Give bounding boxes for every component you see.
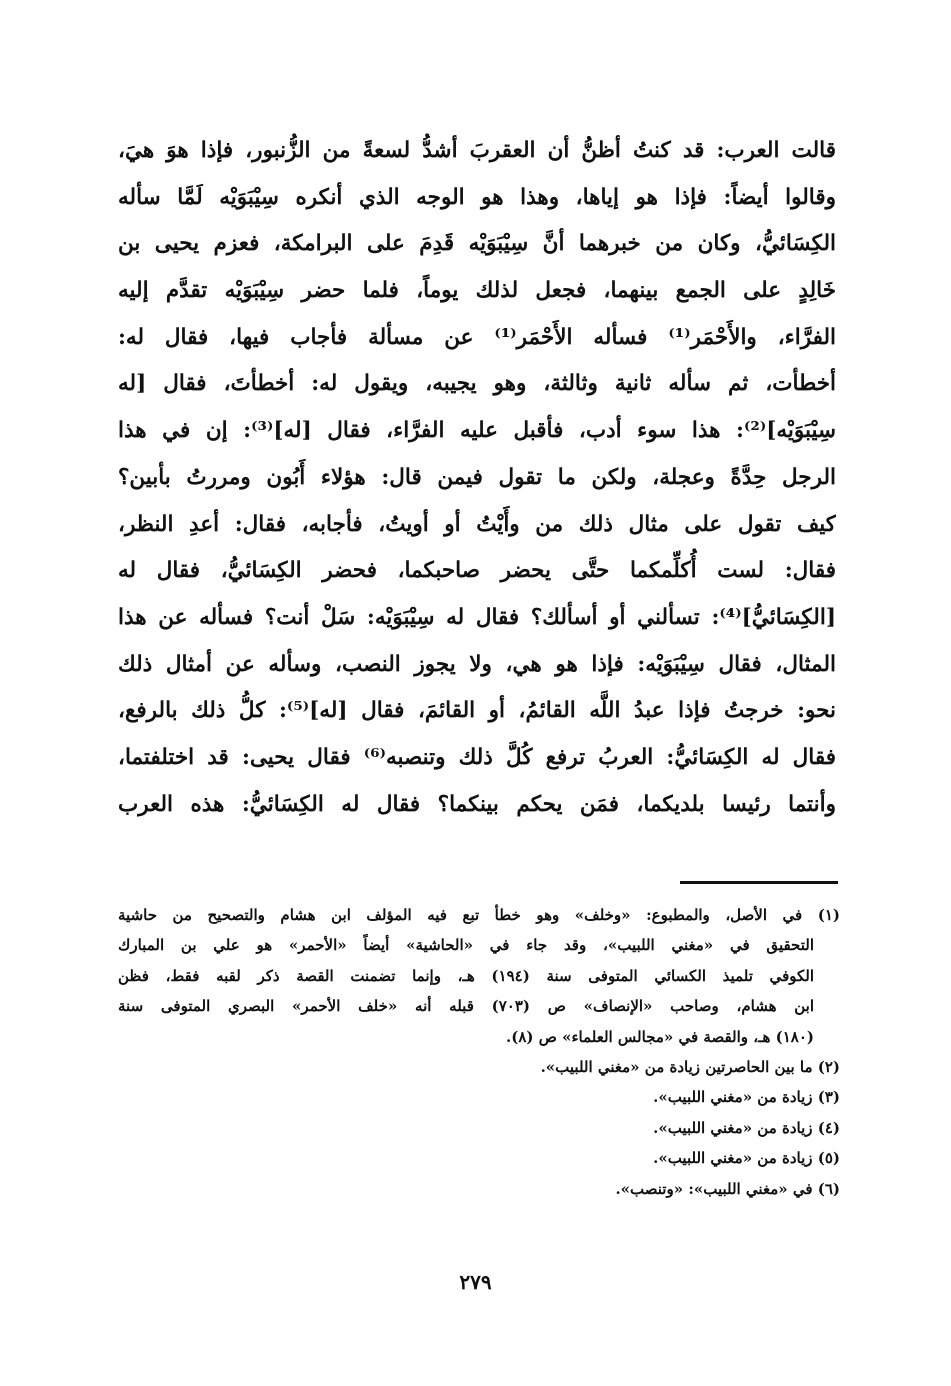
footnote-line: (١٨٠) هـ، والقصة في «مجالس العلماء» ص (٨). [506, 1027, 814, 1046]
text-line: كيف تقول على مثال ذلك من وأَيْتُ أو أويتُ، فأجابه، فقال: أعدِ النظر، [118, 511, 836, 537]
footnote-line: التحقيق في «مغني اللبيب»، وقد جاء في «الحاشية» أيضاً «الأحمر» هو علي بن المبارك [118, 936, 814, 955]
text-line: الرجل حِدَّةً وعجلة، ولكن ما تقول فيمن قال: هؤلاء أَبُون ومررتُ بأبين؟ [118, 464, 836, 490]
footnote-line: الكوفي تلميذ الكسائي المتوفى سنة (١٩٤) هـ، وإنما تضمنت القصة ذكر لقبه فقط، فظن [118, 966, 815, 985]
footnote-6 [118, 1174, 840, 1204]
main-text-block [118, 128, 836, 828]
page-number: ٢٧٩ [459, 1270, 492, 1294]
footnote-separator [680, 881, 838, 884]
text-line: فقال: لست أُكلِّمكما حتَّى يحضر صاحبكما، فحضر الكِسَائيُّ، فقال له [118, 558, 836, 584]
footnote-line: (١) في الأصل، والمطبوع: «وخلف» وهو خطأ تبع فيه المؤلف ابن هشام والتصحيح من حاشية [118, 906, 840, 924]
text-line: سِيْبَوَيْه]⁽²⁾: هذا سوء أدب، فأقبل عليه الفرَّاء، فقال [له]⁽³⁾: إن في هذا [118, 418, 836, 444]
footnote-1 [118, 900, 840, 1052]
footnote-line: (٣) زيادة من «مغني اللبيب». [653, 1088, 840, 1107]
text-line: وقالوا أيضاً: فإذا هو إياها، وهذا هو الوجه الذي أنكره سِيْبَوَيْه لَمَّا سأله [118, 184, 836, 210]
text-line: [الكِسَائيُّ]⁽⁴⁾: تسألني أو أسألك؟ فقال له سِيْبَوَيْه: سَلْ أنت؟ فسأله عن هذا [118, 604, 836, 630]
footnote-line: ابن هشام، وصاحب «الإنصاف» ص (٧٠٣) قبله أنه «خلف الأحمر» البصري المتوفى سنة [118, 997, 815, 1016]
footnotes-block [118, 900, 840, 1204]
text-line: فقال له الكِسَائيُّ: العربُ ترفع كُلَّ ذلك وتنصبه⁽⁶⁾ فقال يحيى: قد اختلفتما، [118, 744, 836, 770]
text-line: المثال، فقال سِيْبَوَيْه: فإذا هو هي، ولا يجوز النصب، وسأله عن أمثال ذلك [118, 651, 836, 677]
footnote-5 [118, 1143, 840, 1173]
text-line: قالت العرب: قد كنتُ أظنُّ أن العقربَ أشدُّ لسعةً من الزُّنبور، فإذا هوَ هيَ، [118, 138, 836, 163]
text-line: وأنتما رئيسا بلديكما، فمَن يحكم بينكما؟ فقال له الكِسَائيُّ: هذه العرب [118, 791, 836, 817]
text-line: الفرَّاء، والأَحْمَر⁽¹⁾ فسأله الأَحْمَر⁽¹⁾ عن مسألة فأجاب فيها، فقال له: [118, 324, 836, 350]
footnote-line: (٢) ما بين الحاصرتين زيادة من «مغني اللبيب». [540, 1057, 840, 1076]
footnote-3 [118, 1082, 840, 1112]
text-line: الكِسَائيُّ، وكان من خبرهما أنَّ سِيْبَوَيْه قَدِمَ على البرامكة، فعزم يحيى بن [118, 231, 836, 257]
footnote-line: (٦) في «مغني اللبيب»: «وتنصب». [615, 1179, 840, 1198]
footnote-2 [118, 1052, 840, 1082]
text-line: خَالِدٍ على الجمع بينهما، فجعل لذلك يوماً، فلما حضر سِيْبَوَيْه تقدَّم إليه [118, 278, 836, 304]
footnote-4 [118, 1113, 840, 1143]
footnote-line: (٥) زيادة من «مغني اللبيب». [653, 1149, 840, 1168]
footnote-line: (٤) زيادة من «مغني اللبيب». [653, 1118, 840, 1137]
text-line: نحو: خرجتُ فإذا عبدُ اللَّه القائمُ، أو القائمَ، فقال [له]⁽⁵⁾: كلُّ ذلك بالرفع، [118, 698, 836, 724]
text-line: أخطأت، ثم سأله ثانية وثالثة، وهو يجيبه، ويقول له: أخطأتَ، فقال [له [118, 371, 836, 397]
